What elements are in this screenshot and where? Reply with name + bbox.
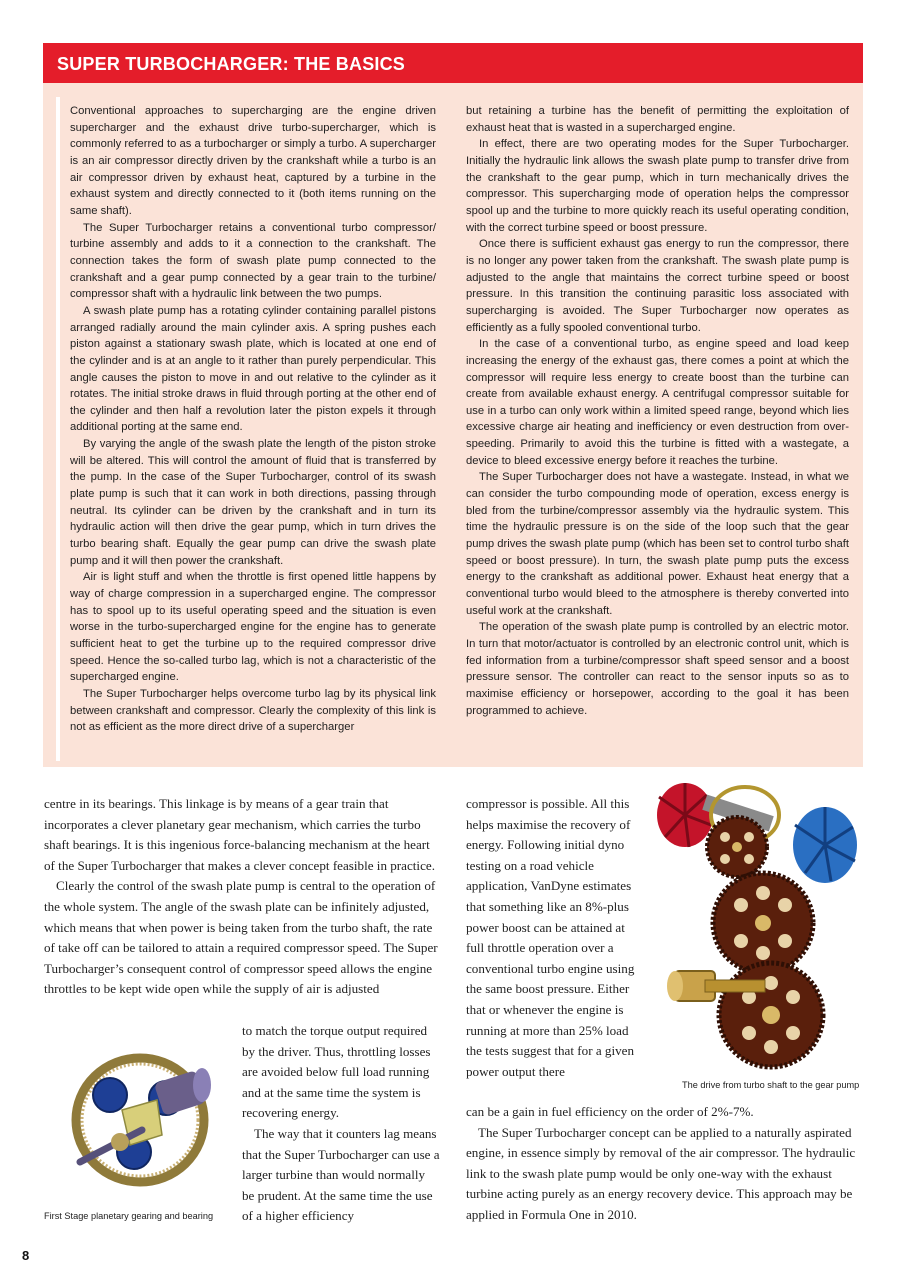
body-column-right-bottom (466, 1102, 858, 1226)
sidebar-divider (56, 97, 60, 761)
body-paragraph: compressor is possible. All this helps maximise the recovery of energy. Following initial dyno testing on a road vehicle application, VanDyne estimates that something like an 8%-plus power boost can be attained at full throttle operation over a conventional turbo engine using the same boost pressure. Either that or whenever the engine is running at more than 25% load the tests suggest that for a given power output there (466, 796, 635, 1079)
sidebar-paragraph: The Super Turbocharger does not have a wastegate. Instead, in what we can consider the turbo compounding mode of operation, excess energy is bled from the turbine/compressor assembly via the hydraulic system. This time the hydraulic pressure is on the side of the loop such that the gear pump drives the swash plate pump (which has been set to control turbo shaft speed or boost pressure). In turn, the swash plate pump puts the excess energy to the crankshaft as additional power. Exhaust heat energy that a conventional turbo would bleed to the atmosphere is thereby converted into useful work at the crankshaft. (466, 471, 849, 617)
body-column-right-top (466, 794, 636, 1082)
sidebar-paragraph: The Super Turbocharger retains a conventional turbo compressor/ turbine assembly and adds to it a connection to the crankshaft. The connection takes the form of swash plate pump connected to the crankshaft and a gear pump connected by a gear train to the turbine/ compressor shaft with a hydraulic link between the two pumps. (70, 221, 436, 301)
sidebar-paragraph: In the case of a conventional turbo, as engine speed and load keep increasing the energy of the exhaust gas, there comes a point at which the compressor will require less energy to create boost than the turbine can create from available exhaust energy. A centrifugal compressor suitable for use in a turbo can only work within a limited speed range, beyond which lies excessive charge air heating and inefficiency or even destruction from over-speeding. Primarily to avoid this the turbine is fitted with a wastegate, a device to bleed excessive energy before it reaches the turbine. (466, 338, 849, 467)
intermediate-gear (713, 873, 813, 973)
sidebar-paragraph: Conventional approaches to supercharging are the engine driven supercharger and the exhaust drive turbo-supercharger, which is commonly referred to as a turbocharger or simply a turbo. A supercharger is an air compressor directly driven by the crankshaft while a turbo is an air compressor driven by exhaust heat, captured by a turbine in the exhaust system and directly connected to it (both items running on the same shaft). (70, 105, 436, 217)
sidebar-paragraph: Once there is sufficient exhaust gas energy to run the compressor, there is no longer any power taken from the crankshaft. The swash plate pump is adjusted to the angle that maintains the correct turbine speed or boost pressure. In this transition the continuing parasitic loss associated with supercharging is avoided. The Super Turbocharger now operates as efficiently as a fully spooled conventional turbo. (466, 238, 849, 334)
sidebar-paragraph: The Super Turbocharger helps overcome turbo lag by its physical link between crankshaft and compressor. Clearly the complexity of this link is not as efficient as the more direct drive of a supercharger (70, 687, 436, 734)
sidebar-paragraph: By varying the angle of the swash plate the length of the piston stroke will be altered. This will control the amount of fluid that is transferred by the pump. In the case of the Super Turbocharger, control of its swash plate pump is such that it can work in both directions, passing through neutral. Its cylinder can be driven by the crankshaft and in turn its hydraulic action will then drive the gear pump, which in turn drives the turbo bearing shaft. Equally the gear pump can drive the swash plate pump and it will then power the crankshaft. (70, 438, 436, 567)
sidebar-paragraph: A swash plate pump has a rotating cylinder containing parallel pistons arranged radially around the main cylinder axis. A spring pushes each piston against a stationary swash plate, which is located at one end of the cylinder and is at an angle to it rather than purely perpendicular. This angle causes the piston to move in and out relative to the cylinder as it rotates. The initial stroke draws in fluid through porting at the other end of the cylinder and then half a revolution later the piston expels it through additional porting at the same end. (70, 304, 436, 434)
sidebar-column-left (70, 103, 436, 736)
section-header (43, 43, 863, 83)
body-paragraph: can be a gain in fuel efficiency on the order of 2%-7%. (466, 1104, 754, 1119)
body-paragraph: Clearly the control of the swash plate pump is central to the operation of the whole system. The angle of the swash plate can be infinitely adjusted, which means that when power is being taken from the turbo shaft, the rate of take off can be tailored to attain a required compressor speed. The Super Turbocharger’s consequent control of compressor speed allows the engine throttles to be kept wide open while the supply of air is adjusted (44, 878, 438, 997)
body-paragraph: The Super Turbocharger concept can be applied to a naturally aspirated engine, in essence simply by removal of the air compressor. The hydraulic link to the swash plate pump would be only one-way with the exhaust turbine acting purely as an energy recovery device. This approach may be applied in Formula One in 2010. (466, 1124, 856, 1222)
sidebar-column-right (466, 103, 849, 719)
body-paragraph: The way that it counters lag means that the Super Turbocharger can use a larger turbine than would normally be prudent. At the same time the use of a higher efficiency (242, 1125, 440, 1224)
planetary-gearing-figure (62, 1040, 222, 1210)
body-paragraph: centre in its bearings. This linkage is by means of a gear train that incorporates a clever planetary gear mechanism, which carries the turbo shaft bearings. It is this ingenious force-balancing mechanism at the heart of the Super Turbocharger that makes a clever concept feasible in practice. (44, 796, 435, 873)
sidebar-paragraph: The operation of the swash plate pump is controlled by an electric motor. In turn that motor/actuator is controlled by an electronic control unit, which is fed information from a turbine/compressor shaft speed sensor and a boost pressure sensor. The controller can react to the sensor inputs so as to maximise efficiency or horsepower, according to the goal it has been programmed to achieve. (466, 621, 849, 717)
body-paragraph: to match the torque output required by the driver. Thus, throttling losses are avoided below full load running and at the same time the system is recovering energy. (242, 1023, 431, 1121)
sidebar-paragraph: In effect, there are two operating modes for the Super Turbocharger. Initially the hydraulic link allows the swash plate pump to transfer drive from the crankshaft to the gear pump, which in turn mechanically drives the compressor. This supercharging mode of operation helps the compressor spool up and the turbine to more quickly reach its useful operating condition, with the correct turbine speed or boost pressure. (466, 138, 849, 234)
turbine-wheel (657, 783, 713, 847)
figure-caption-right: The drive from turbo shaft to the gear pump (682, 1080, 860, 1090)
upper-gear (707, 817, 767, 877)
planet-gear (93, 1078, 127, 1112)
body-column-left-bottom (242, 1021, 440, 1227)
compressor-wheel (793, 807, 857, 883)
sidebar-paragraph: Air is light stuff and when the throttle is first opened little happens by way of charge compression in a supercharged engine. The compressor has to spool up to its useful operating speed and the situation is even worse in the turbo-supercharged engine for the engine has to generate sufficient heat to get the turbine up to the required compressor drive speed. Hence the so-called turbo lag, which is not a characteristic of the supercharged engine. (70, 571, 436, 684)
sun-gear (111, 1133, 129, 1151)
page-number: 8 (22, 1248, 30, 1263)
section-title: SUPER TURBOCHARGER: THE BASICS (57, 54, 406, 74)
gear-pump-drive-gear (719, 963, 823, 1067)
body-column-left-top (44, 794, 440, 1000)
sidebar-paragraph: but retaining a turbine has the benefit of permitting the exploitation of exhaust heat that is wasted in a supercharged engine. (466, 105, 849, 134)
sidebar-box (43, 83, 863, 767)
bearing-face (193, 1068, 211, 1102)
figure-caption-left: First Stage planetary gearing and bearing (44, 1211, 214, 1221)
gear-train-figure (645, 775, 863, 1080)
